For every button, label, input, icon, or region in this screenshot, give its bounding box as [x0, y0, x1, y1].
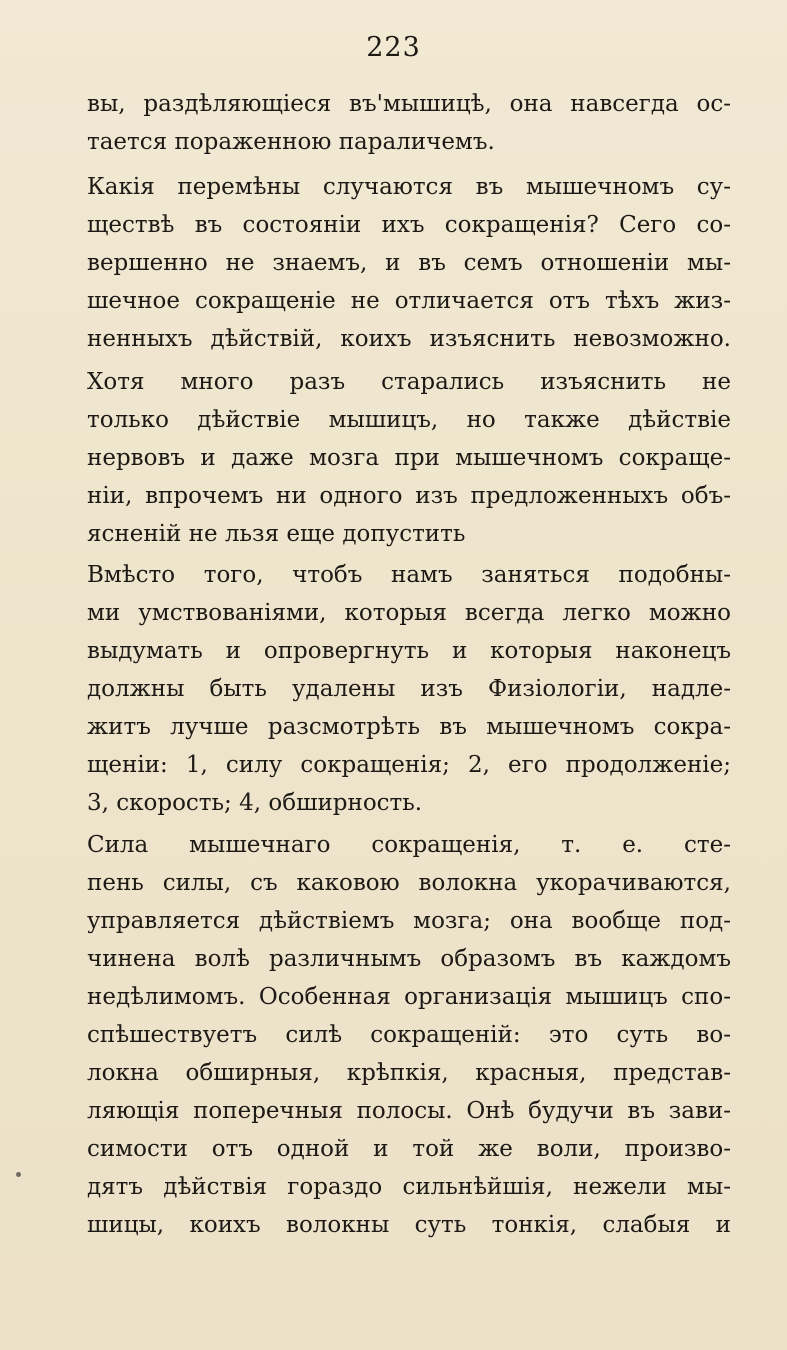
text-line: 3, скорость; 4, обширность. [87, 790, 423, 816]
text-line: чинена волѣ различнымъ образомъ въ каждомъ [87, 946, 731, 972]
text-line: Какія перемѣны случаются въ мышечномъ су- [87, 174, 731, 200]
text-line: шицы, коихъ волокны суть тонкія, слабыя и [87, 1212, 731, 1238]
text-line: щеніи: 1, силу сокращенія; 2, его продолженіе; [87, 752, 731, 778]
text-line: ніи, впрочемъ ни одного изъ предложенныхъ объ- [87, 483, 731, 509]
text-line: вершенно не знаемъ, и въ семъ отношеніи мы- [87, 250, 731, 276]
text-line: локна обширныя, крѣпкія, красныя, представ- [87, 1060, 731, 1086]
text-line: вы, раздѣляющіеся въ'мышицѣ, она навсегда ос- [87, 91, 731, 117]
page-number: 223 [366, 32, 421, 63]
text-line: управляется дѣйствіемъ мозга; она вообще под- [87, 908, 731, 934]
text-line: спѣшествуетъ силѣ сокращеній: это суть во- [87, 1022, 731, 1048]
text-line: пень силы, съ каковою волокна укорачиваются, [87, 870, 731, 896]
text-line: ясненій не льзя еще допустить [87, 521, 466, 547]
text-line: должны быть удалены изъ Физіологіи, надле- [87, 676, 731, 702]
paragraph-3 [87, 363, 731, 553]
text-line: ненныхъ дѣйствій, коихъ изъяснить невозможно. [87, 326, 731, 352]
text-line: выдумать и опровергнуть и которыя наконецъ [87, 638, 731, 664]
text-line: житъ лучше разсмотрѣть въ мышечномъ сокра- [87, 714, 731, 740]
paragraph-5 [87, 826, 731, 1244]
text-line: дятъ дѣйствія гораздо сильнѣйшія, нежели мы- [87, 1174, 731, 1200]
paragraph-2 [87, 168, 731, 358]
text-line: ляющія поперечныя полосы. Онѣ будучи въ зави- [87, 1098, 731, 1124]
text-line: тается пораженною параличемъ. [87, 129, 495, 155]
margin-mark [16, 1172, 21, 1177]
paragraph-4 [87, 556, 731, 822]
text-line: недѣлимомъ. Особенная организація мышицъ спо- [87, 984, 731, 1010]
text-line: только дѣйствіе мышицъ, но также дѣйствіе [87, 407, 731, 433]
text-line: ществѣ въ состояніи ихъ сокращенія? Сего со- [87, 212, 731, 238]
text-line: Сила мышечнаго сокращенія, т. е. сте- [87, 832, 731, 858]
text-line: Хотя много разъ старались изъяснить не [87, 369, 731, 395]
text-line: нервовъ и даже мозга при мышечномъ сокраще- [87, 445, 731, 471]
paragraph-1 [87, 85, 731, 161]
text-line: ми умствованіями, которыя всегда легко можно [87, 600, 731, 626]
text-line: шечное сокращеніе не отличается отъ тѣхъ жиз- [87, 288, 731, 314]
text-line: Вмѣсто того, чтобъ намъ заняться подобны- [87, 562, 731, 588]
text-line: симости отъ одной и той же воли, произво- [87, 1136, 731, 1162]
